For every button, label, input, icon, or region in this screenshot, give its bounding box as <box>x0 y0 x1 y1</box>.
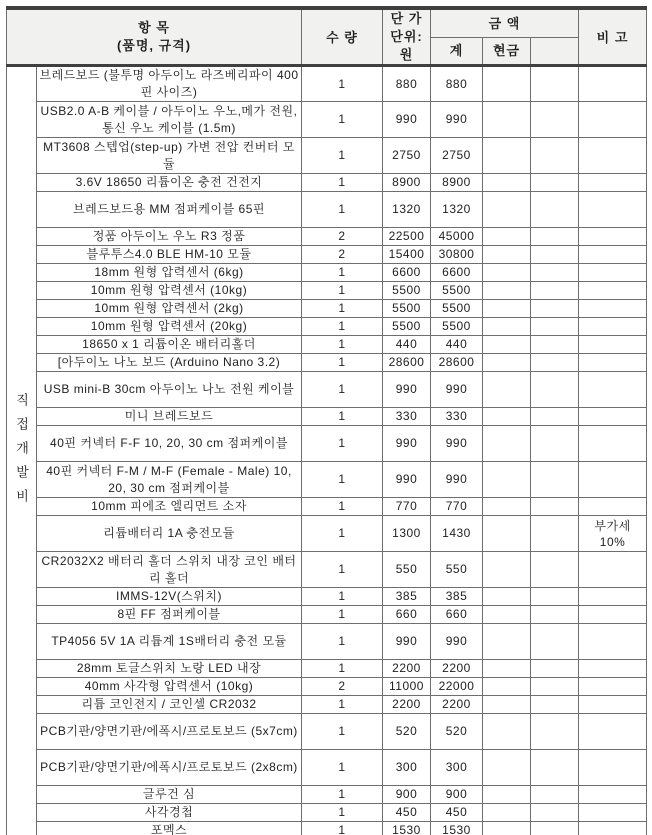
cell-remark <box>579 282 647 300</box>
cell-remark <box>579 264 647 282</box>
cell-remark <box>579 102 647 138</box>
cell-remark <box>579 552 647 588</box>
cell-name: 40mm 사각형 압력센서 (10kg) <box>37 678 302 696</box>
cell-qty: 2 <box>302 228 383 246</box>
cell-total: 770 <box>431 498 483 516</box>
cell-remark <box>579 696 647 714</box>
cell-remark <box>579 372 647 408</box>
cell-cash <box>483 498 531 516</box>
cell-cash <box>483 138 531 174</box>
cell-cash <box>483 750 531 786</box>
cell-name: 40핀 커넥터 F-F 10, 20, 30 cm 점퍼케이블 <box>37 426 302 462</box>
category-cell <box>7 66 37 835</box>
table-row <box>7 282 647 300</box>
cell-cash <box>483 462 531 498</box>
table-row <box>7 372 647 408</box>
table-row <box>7 516 647 552</box>
cell-extra <box>531 318 579 336</box>
cell-extra <box>531 624 579 660</box>
cell-unit: 990 <box>383 462 431 498</box>
cell-extra <box>531 498 579 516</box>
cell-extra <box>531 354 579 372</box>
table-row <box>7 264 647 282</box>
category-label: 직접개발비 <box>14 393 29 513</box>
table-row <box>7 660 647 678</box>
cell-name: 10mm 원형 압력센서 (20kg) <box>37 318 302 336</box>
cell-remark <box>579 426 647 462</box>
cell-name: MT3608 스텝업(step-up) 가변 전압 컨버터 모듈 <box>37 138 302 174</box>
cell-cash <box>483 678 531 696</box>
cell-unit: 440 <box>383 336 431 354</box>
cell-cash <box>483 336 531 354</box>
cell-cash <box>483 318 531 336</box>
header-row-top <box>7 8 647 37</box>
table-row <box>7 66 647 102</box>
cell-total: 2200 <box>431 660 483 678</box>
cell-qty: 1 <box>302 624 383 660</box>
cell-name: TP4056 5V 1A 리튬계 1S배터리 충전 모듈 <box>37 624 302 660</box>
cell-extra <box>531 138 579 174</box>
cell-name: PCB기판/양면기판/에폭시/프로토보드 (5x7cm) <box>37 714 302 750</box>
table-row <box>7 462 647 498</box>
cell-total: 450 <box>431 804 483 822</box>
cell-name: IMMS-12V(스위치) <box>37 588 302 606</box>
cell-total: 8900 <box>431 174 483 192</box>
cell-remark <box>579 660 647 678</box>
cell-qty: 1 <box>302 192 383 228</box>
table-row <box>7 300 647 318</box>
table-row <box>7 750 647 786</box>
header-amount-total: 계 <box>431 37 483 65</box>
cell-name: 포멕스 <box>37 822 302 835</box>
cell-extra <box>531 66 579 102</box>
cell-unit: 770 <box>383 498 431 516</box>
cell-total: 1320 <box>431 192 483 228</box>
cell-cash <box>483 804 531 822</box>
cell-name: 브레드보드용 MM 점퍼케이블 65핀 <box>37 192 302 228</box>
cell-remark <box>579 606 647 624</box>
cell-unit: 2200 <box>383 660 431 678</box>
cell-name: 10mm 원형 압력센서 (10kg) <box>37 282 302 300</box>
cell-qty: 1 <box>302 318 383 336</box>
cell-total: 990 <box>431 624 483 660</box>
cell-extra <box>531 750 579 786</box>
cell-remark <box>579 300 647 318</box>
cell-unit: 5500 <box>383 282 431 300</box>
cell-qty: 1 <box>302 174 383 192</box>
cell-extra <box>531 408 579 426</box>
cell-total: 660 <box>431 606 483 624</box>
table-row <box>7 102 647 138</box>
cell-cash <box>483 264 531 282</box>
cell-total: 2200 <box>431 696 483 714</box>
cell-remark <box>579 66 647 102</box>
cell-extra <box>531 282 579 300</box>
cell-unit: 300 <box>383 750 431 786</box>
cell-total: 550 <box>431 552 483 588</box>
table-row <box>7 624 647 660</box>
table-row <box>7 552 647 588</box>
cell-qty: 1 <box>302 660 383 678</box>
cell-unit: 8900 <box>383 174 431 192</box>
cell-cash <box>483 300 531 318</box>
cell-cash <box>483 372 531 408</box>
cell-total: 990 <box>431 462 483 498</box>
cell-name: 브레드보드 (불투명 아두이노 라즈베리파이 400핀 사이즈) <box>37 66 302 102</box>
cell-cash <box>483 66 531 102</box>
header-item-column <box>7 8 302 66</box>
table-row <box>7 192 647 228</box>
cell-extra <box>531 372 579 408</box>
cell-remark <box>579 786 647 804</box>
header-remark: 비 고 <box>579 8 647 66</box>
cell-unit: 330 <box>383 408 431 426</box>
cell-cash <box>483 192 531 228</box>
table-row <box>7 606 647 624</box>
cell-qty: 1 <box>302 696 383 714</box>
cell-name: 28mm 토글스위치 노랑 LED 내장 <box>37 660 302 678</box>
cell-qty: 1 <box>302 408 383 426</box>
cell-unit: 990 <box>383 426 431 462</box>
table-row <box>7 588 647 606</box>
cell-name: 40핀 커넥터 F-M / M-F (Female - Male) 10, 20, 30 cm 점퍼케이블 <box>37 462 302 498</box>
cell-unit: 660 <box>383 606 431 624</box>
cell-remark <box>579 408 647 426</box>
cell-unit: 11000 <box>383 678 431 696</box>
cell-total: 6600 <box>431 264 483 282</box>
cell-name: 18650 x 1 리튬이온 배터리홀더 <box>37 336 302 354</box>
cell-qty: 1 <box>302 282 383 300</box>
cell-total: 330 <box>431 408 483 426</box>
cell-name: 10mm 원형 압력센서 (2kg) <box>37 300 302 318</box>
cell-cash <box>483 516 531 552</box>
cell-extra <box>531 336 579 354</box>
cell-cash <box>483 624 531 660</box>
cell-qty: 1 <box>302 372 383 408</box>
cell-remark <box>579 228 647 246</box>
cell-qty: 1 <box>302 606 383 624</box>
cell-cash <box>483 228 531 246</box>
cell-qty: 1 <box>302 786 383 804</box>
cell-extra <box>531 102 579 138</box>
cell-total: 900 <box>431 786 483 804</box>
table-header <box>7 8 647 66</box>
cell-qty: 1 <box>302 66 383 102</box>
cell-extra <box>531 300 579 318</box>
cell-extra <box>531 606 579 624</box>
cell-remark <box>579 624 647 660</box>
cell-total: 5500 <box>431 318 483 336</box>
cell-extra <box>531 678 579 696</box>
cell-unit: 550 <box>383 552 431 588</box>
cell-total: 5500 <box>431 300 483 318</box>
cell-qty: 1 <box>302 822 383 835</box>
cell-cash <box>483 714 531 750</box>
cell-cash <box>483 660 531 678</box>
cell-total: 22000 <box>431 678 483 696</box>
cell-qty: 1 <box>302 138 383 174</box>
cell-cash <box>483 606 531 624</box>
header-item-subtitle: (품명, 규격) <box>116 38 192 53</box>
cell-total: 5500 <box>431 282 483 300</box>
cell-name: 리튬배터리 1A 충전모듈 <box>37 516 302 552</box>
cell-cash <box>483 426 531 462</box>
cell-qty: 1 <box>302 588 383 606</box>
header-amount-blank <box>531 37 579 65</box>
cell-unit: 990 <box>383 624 431 660</box>
cell-total: 990 <box>431 426 483 462</box>
cell-unit: 2750 <box>383 138 431 174</box>
cell-qty: 1 <box>302 714 383 750</box>
cell-extra <box>531 804 579 822</box>
cell-extra <box>531 660 579 678</box>
table-row <box>7 138 647 174</box>
cell-extra <box>531 552 579 588</box>
cell-name: 블루투스4.0 BLE HM-10 모듈 <box>37 246 302 264</box>
cell-extra <box>531 228 579 246</box>
cell-total: 300 <box>431 750 483 786</box>
cell-unit: 880 <box>383 66 431 102</box>
cell-remark <box>579 336 647 354</box>
cell-extra <box>531 264 579 282</box>
cell-unit: 1300 <box>383 516 431 552</box>
cell-unit: 28600 <box>383 354 431 372</box>
cell-name: CR2032X2 배터리 홀더 스위치 내장 코인 배터리 홀더 <box>37 552 302 588</box>
table-row <box>7 354 647 372</box>
cell-remark <box>579 354 647 372</box>
table-row <box>7 336 647 354</box>
header-amount-group: 금 액 <box>431 8 579 37</box>
cell-total: 440 <box>431 336 483 354</box>
cell-name: [아두이노 나노 보드 (Arduino Nano 3.2) <box>37 354 302 372</box>
cell-extra <box>531 822 579 835</box>
cell-name: 3.6V 18650 리튬이온 충전 건전지 <box>37 174 302 192</box>
cell-name: 사각경첩 <box>37 804 302 822</box>
cell-qty: 1 <box>302 498 383 516</box>
cell-unit: 520 <box>383 714 431 750</box>
cell-cash <box>483 102 531 138</box>
cell-unit: 5500 <box>383 318 431 336</box>
cell-qty: 1 <box>302 354 383 372</box>
cell-qty: 1 <box>302 552 383 588</box>
cell-extra <box>531 696 579 714</box>
header-unit-price-unit: 단위:원 <box>390 29 423 62</box>
cell-total: 1530 <box>431 822 483 835</box>
cell-remark <box>579 138 647 174</box>
cell-cash <box>483 174 531 192</box>
cell-remark <box>579 462 647 498</box>
cell-extra <box>531 462 579 498</box>
cell-remark: 부가세 10% <box>579 516 647 552</box>
cell-name: USB mini-B 30cm 아두이노 나노 전원 케이블 <box>37 372 302 408</box>
table-row <box>7 408 647 426</box>
cell-qty: 1 <box>302 300 383 318</box>
cell-remark <box>579 678 647 696</box>
cell-name: PCB기판/양면기판/에폭시/프로토보드 (2x8cm) <box>37 750 302 786</box>
table-row <box>7 714 647 750</box>
table-row <box>7 318 647 336</box>
parts-price-table <box>6 6 647 835</box>
cell-cash <box>483 246 531 264</box>
cell-cash <box>483 822 531 835</box>
header-unit-price-title: 단 가 <box>390 11 423 26</box>
cell-cash <box>483 408 531 426</box>
cell-extra <box>531 246 579 264</box>
cell-unit: 1530 <box>383 822 431 835</box>
cell-remark <box>579 246 647 264</box>
cell-qty: 1 <box>302 516 383 552</box>
cell-total: 45000 <box>431 228 483 246</box>
cell-qty: 2 <box>302 678 383 696</box>
cell-unit: 5500 <box>383 300 431 318</box>
cell-unit: 990 <box>383 372 431 408</box>
cell-name: 18mm 원형 압력센서 (6kg) <box>37 264 302 282</box>
cell-name: 글루건 심 <box>37 786 302 804</box>
cell-remark <box>579 714 647 750</box>
header-amount-cash: 현금 <box>483 37 531 65</box>
cell-unit: 6600 <box>383 264 431 282</box>
cell-total: 1430 <box>431 516 483 552</box>
header-quantity: 수 량 <box>302 8 383 66</box>
cell-qty: 1 <box>302 336 383 354</box>
cell-unit: 22500 <box>383 228 431 246</box>
cell-extra <box>531 516 579 552</box>
cell-qty: 1 <box>302 804 383 822</box>
cell-remark <box>579 174 647 192</box>
cell-total: 990 <box>431 102 483 138</box>
cell-name: 8핀 FF 점퍼케이블 <box>37 606 302 624</box>
cell-name: 10mm 피에조 엘리먼트 소자 <box>37 498 302 516</box>
cell-extra <box>531 426 579 462</box>
cell-qty: 1 <box>302 462 383 498</box>
cell-remark <box>579 498 647 516</box>
cell-total: 520 <box>431 714 483 750</box>
cell-qty: 1 <box>302 264 383 282</box>
cell-extra <box>531 786 579 804</box>
cell-total: 28600 <box>431 354 483 372</box>
cell-total: 30800 <box>431 246 483 264</box>
cell-name: USB2.0 A-B 케이블 / 아두이노 우노,메가 전원,통신 우노 케이블 (1.5m) <box>37 102 302 138</box>
cell-extra <box>531 174 579 192</box>
cell-unit: 1320 <box>383 192 431 228</box>
table-row <box>7 426 647 462</box>
cell-extra <box>531 192 579 228</box>
cell-extra <box>531 714 579 750</box>
cell-qty: 1 <box>302 426 383 462</box>
table-row <box>7 246 647 264</box>
cell-remark <box>579 750 647 786</box>
table-body <box>7 66 647 835</box>
cell-name: 정품 아두이노 우노 R3 정품 <box>37 228 302 246</box>
table-row <box>7 498 647 516</box>
table-row <box>7 678 647 696</box>
table-row <box>7 786 647 804</box>
cell-name: 리튬 코인전지 / 코인셀 CR2032 <box>37 696 302 714</box>
cell-total: 2750 <box>431 138 483 174</box>
cell-total: 990 <box>431 372 483 408</box>
cell-cash <box>483 354 531 372</box>
cell-total: 880 <box>431 66 483 102</box>
cell-unit: 900 <box>383 786 431 804</box>
cell-cash <box>483 588 531 606</box>
table-row <box>7 228 647 246</box>
cell-remark <box>579 318 647 336</box>
header-item-title: 항 목 <box>138 20 170 35</box>
cell-unit: 2200 <box>383 696 431 714</box>
cell-remark <box>579 588 647 606</box>
cell-extra <box>531 588 579 606</box>
cell-unit: 15400 <box>383 246 431 264</box>
cell-qty: 1 <box>302 750 383 786</box>
cell-unit: 385 <box>383 588 431 606</box>
cell-unit: 990 <box>383 102 431 138</box>
cell-name: 미니 브레드보드 <box>37 408 302 426</box>
cell-cash <box>483 786 531 804</box>
table-row <box>7 804 647 822</box>
cell-remark <box>579 822 647 835</box>
header-unit-price <box>383 8 431 66</box>
cell-remark <box>579 804 647 822</box>
cell-remark <box>579 192 647 228</box>
table-row <box>7 696 647 714</box>
cell-qty: 2 <box>302 246 383 264</box>
cell-cash <box>483 282 531 300</box>
cell-cash <box>483 696 531 714</box>
table-row <box>7 174 647 192</box>
cell-cash <box>483 552 531 588</box>
cell-total: 385 <box>431 588 483 606</box>
cell-unit: 450 <box>383 804 431 822</box>
table-row <box>7 822 647 835</box>
cell-qty: 1 <box>302 102 383 138</box>
